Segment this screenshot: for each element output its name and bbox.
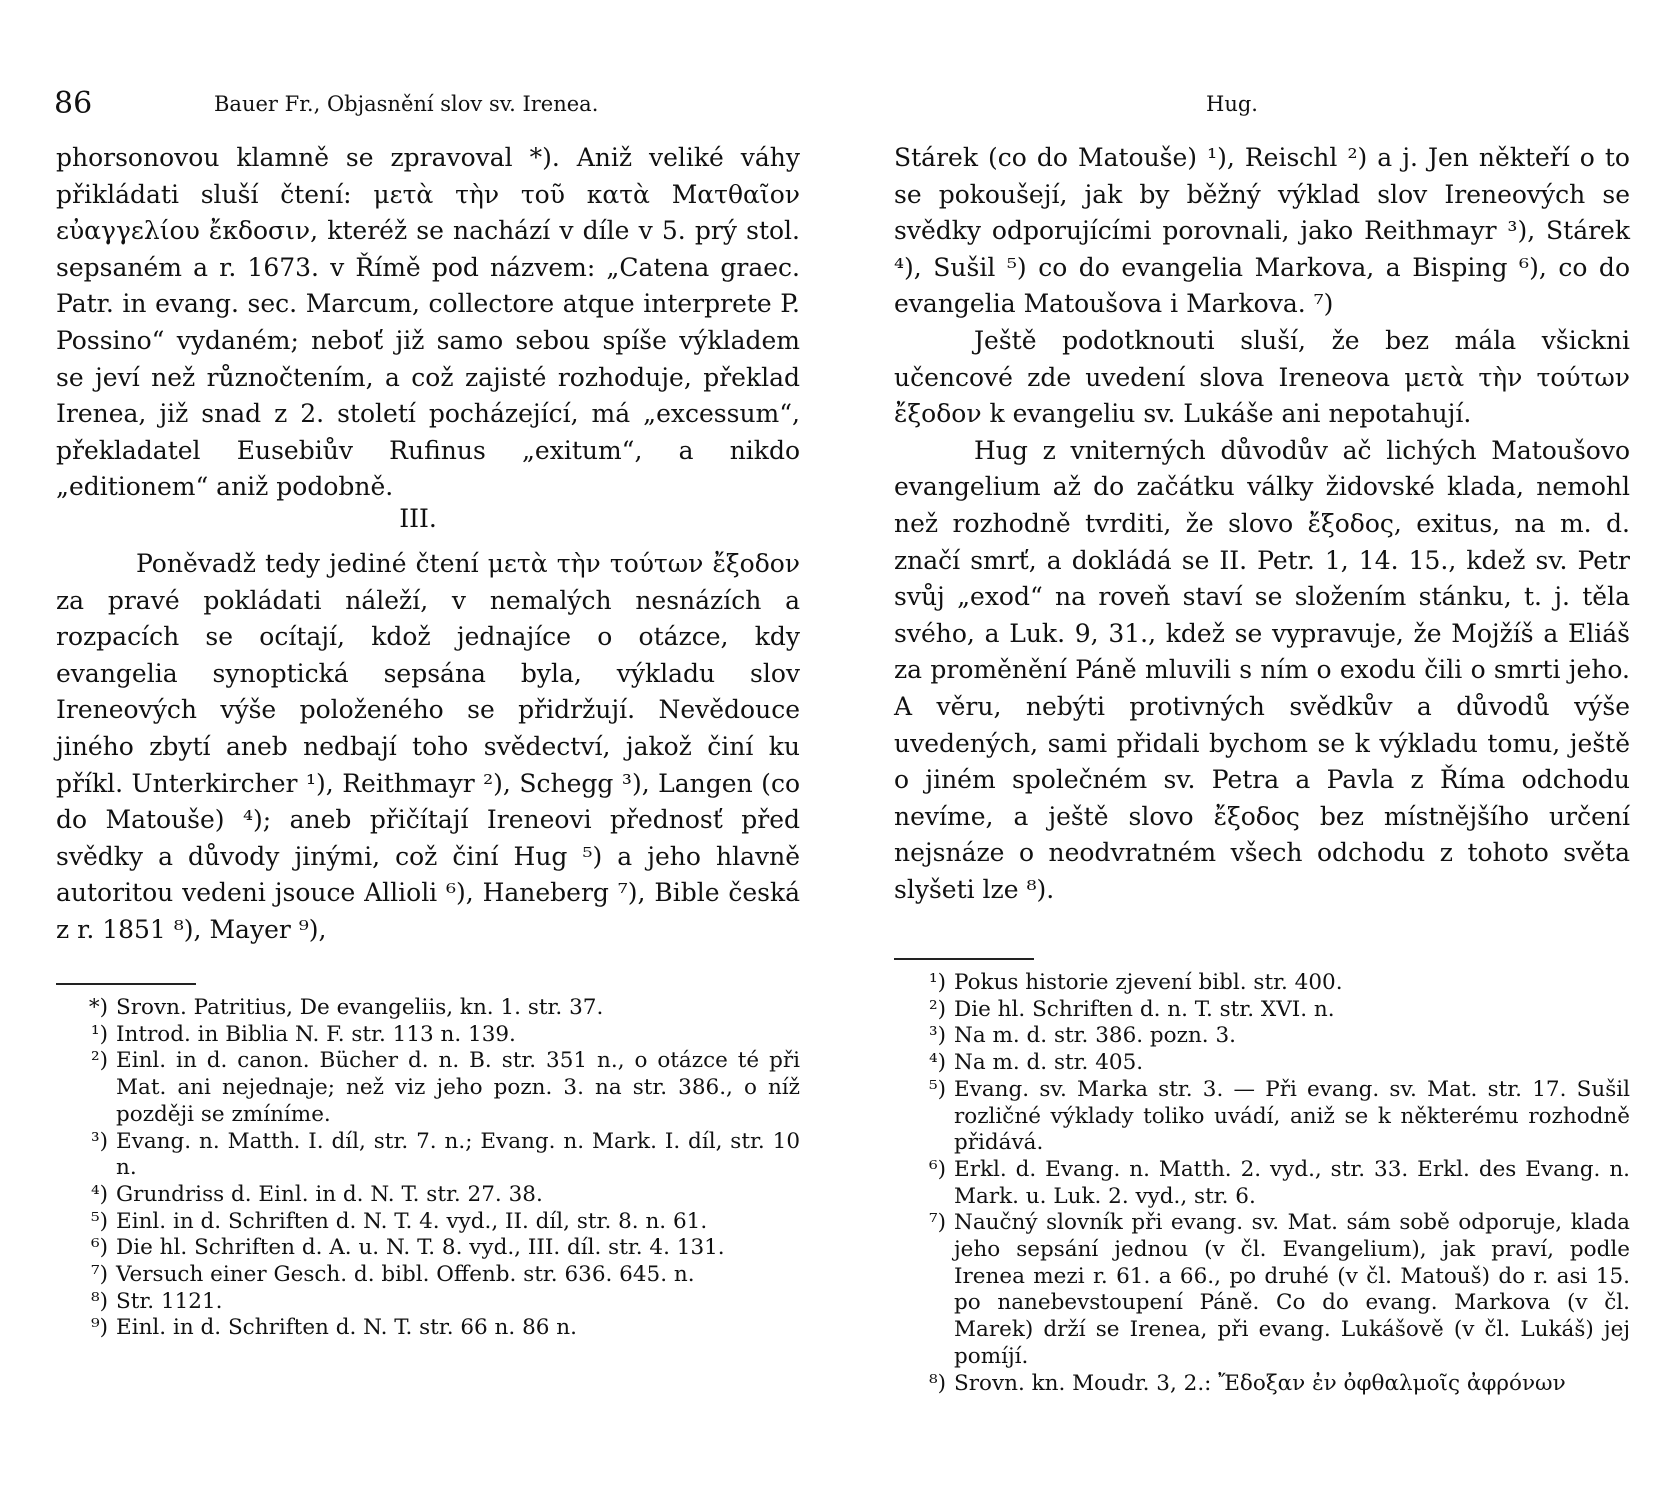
footnote-text: Srovn. kn. Moudr. 3, 2.: Ἔδοξαν ἐν ὀφθαλμοῖς ἀφρόνων xyxy=(954,1370,1566,1396)
footnote-text: Introd. in Biblia N. F. str. 113 n. 139. xyxy=(116,1021,516,1047)
footnote-text: Die hl. Schriften d. A. u. N. T. 8. vyd., III. díl. str. 4. 131. xyxy=(116,1235,725,1261)
footnote-mark: ²) xyxy=(928,996,946,1022)
footnote xyxy=(56,1315,800,1342)
footnote-rule xyxy=(56,983,196,985)
section-heading: III. xyxy=(399,504,437,533)
right-page xyxy=(836,0,1672,1500)
footnote-text: Erkl. d. Evang. n. Matth. 2. vyd., str. 33. Erkl. des Evang. n. Mark. u. Luk. 2. vyd., str. 6. xyxy=(954,1156,1630,1209)
footnote-text: Str. 1121. xyxy=(116,1288,223,1314)
footnote-mark: ²) xyxy=(90,1048,108,1074)
footnote-mark: ¹) xyxy=(928,970,946,995)
footnote xyxy=(56,1048,800,1128)
footnote-text: Evang. n. Matth. I. díl, str. 7. n.; Evang. n. Mark. I. díl, str. 10 n. xyxy=(116,1128,800,1181)
footnote-mark: ¹) xyxy=(90,1021,108,1047)
footnote-text: Einl. in d. Schriften d. N. T. 4. vyd., II. díl, str. 8. n. 61. xyxy=(116,1208,708,1234)
footnote xyxy=(894,1077,1630,1157)
footnote xyxy=(56,995,800,1022)
footnote-mark: ⁵) xyxy=(928,1076,946,1102)
page-number: 86 xyxy=(54,86,93,121)
footnote xyxy=(56,1289,800,1316)
footnote xyxy=(894,1371,1630,1398)
footnote xyxy=(56,1129,800,1182)
footnote-mark: ⁷) xyxy=(928,1210,946,1236)
footnote-mark: ⁸) xyxy=(928,1370,946,1396)
footnote-mark: ⁸) xyxy=(90,1288,108,1314)
footnote-mark: ⁵) xyxy=(90,1208,108,1234)
footnote xyxy=(894,1210,1630,1370)
footnote-text: Na m. d. str. 386. pozn. 3. xyxy=(954,1023,1236,1049)
paragraph: phorsonovou klamně se zpravoval *). Aniž veliké váhy přikládati sluší čtení: μετὰ τὴν τοῦ κατὰ Ματθαῖον εὐαγγελίου ἔκδοσιν, kteréž se nachází v díle v 5. prý stol. sepsaném a r. 1673. v Římě pod názvem: „Catena graec. Patr. in evang. sec. Marcum, collectore atque interprete P. Possino“ vydaném; neboť již samo sebou spíše výkladem se jeví než různočtením, a což zajisté rozhoduje, překlad Irenea, již snad z 2. století pocházející, má „excessum“, překladatel Eusebiův Rufinus „exitum“, a nikdo „editionem“ aniž podobně. xyxy=(56,143,800,502)
footnote-mark: ⁴) xyxy=(928,1050,946,1076)
footnote-mark: ³) xyxy=(90,1128,108,1154)
footnote xyxy=(56,1262,800,1289)
running-header: Hug. xyxy=(1206,92,1258,116)
footnote xyxy=(56,1182,800,1209)
footnotes xyxy=(56,995,800,1342)
footnote-mark: *) xyxy=(88,995,108,1020)
paragraph: Hug z vniterných důvodův ač lichých Matoušovo evangelium až do začátku války židovské klada, nemohl než rozhodně tvrditi, že slovo ἔξοδος, exitus, na m. d. značí smrť, a dokládá se II. Petr. 1, 14. 15., kdež sv. Petr svůj „exod“ na roveň staví se složením stánku, t. j. těla svého, a Luk. 9, 31., kdež se vypravuje, že Mojžíš a Eliáš za proměnění Páně mluvili s ním o exodu čili o smrti jeho. A věru, nebýti protivných svědkův a důvodů výše uvedených, sami přidali bychom se k výkladu tomu, ještě o jiném společném sv. Petra a Pavla z Říma odchodu nevíme, a ještě slovo ἔξοδος bez místnějšího určení nejsnáze o neodvratném všech odchodu z tohoto světa slyšeti lze ⁸). xyxy=(894,435,1630,904)
paragraph: Poněvadž tedy jediné čtení μετὰ τὴν τούτων ἔξοδον za pravé pokládati náleží, v nemalých nesnázích a rozpacích se ocítají, kdož jednajíce o otázce, kdy evangelia synoptická sepsána byla, výkladu slov Ireneových výše položeného se přidržují. Nevědouce jiného zbytí aneb nedbají toho svědectví, jakož činí ku příkl. Unterkircher ¹), Reithmayr ²), Schegg ³), Langen (co do Matouše) ⁴); aneb přičítají Ireneovi přednosť před svědky a důvody jinými, což činí Hug ⁵) a jeho hlavně autoritou vedeni jsouce Allioli ⁶), Haneberg ⁷), Bible česká z r. 1851 ⁸), Mayer ⁹), xyxy=(56,549,800,944)
running-header: Bauer Fr., Objasnění slov sv. Irenea. xyxy=(214,92,599,116)
footnote xyxy=(56,1209,800,1236)
footnote-mark: ⁶) xyxy=(928,1156,946,1182)
footnote-text: Naučný slovník při evang. sv. Mat. sám sobě odporuje, klada jeho sepsání jednou (v čl. Evangelium), jak praví, podle Irenea mezi r. 61. a 66., po druhé (v čl. Matouš) do r. asi 15. po nanebevstoupení Páně. Co do evang. Markova (v čl. Marek) drží se Irenea, při evang. Lukášově (v čl. Lukáš) jej pomíjí. xyxy=(954,1210,1630,1369)
footnote-mark: ³) xyxy=(928,1023,946,1049)
paragraph: Stárek (co do Matouše) ¹), Reischl ²) a j. Jen někteří o to se pokoušejí, jak by běžný výklad slov Ireneových se svědky odporujícími porovnali, jako Reithmayr ³), Stárek ⁴), Sušil ⁵) co do evangelia Markova, a Bisping ⁶), co do evangelia Matoušova i Markova. ⁷) xyxy=(894,143,1630,319)
right-body xyxy=(894,140,1630,908)
footnote xyxy=(894,1023,1630,1050)
footnote-text: Pokus historie zjevení bibl. str. 400. xyxy=(954,970,1343,995)
footnote-text: Die hl. Schriften d. n. T. str. XVI. n. xyxy=(954,996,1335,1022)
footnotes xyxy=(894,970,1630,1397)
footnote-mark: ⁶) xyxy=(90,1235,108,1261)
left-body-top xyxy=(56,140,800,506)
paragraph: Ještě podotknouti sluší, že bez mála všickni učencové zde uvedení slova Ireneova μετὰ τὴν τούτων ἔξοδον k evangeliu sv. Lukáše ani nepotahují. xyxy=(894,325,1630,429)
footnote-text: Grundriss d. Einl. in d. N. T. str. 27. 38. xyxy=(116,1181,543,1207)
footnote-text: Einl. in d. canon. Bücher d. n. B. str. 351 n., o otázce té při Mat. ani nejednaje; než viz jeho pozn. 3. na str. 386., o níž později se zmíníme. xyxy=(116,1048,800,1127)
footnote-text: Evang. sv. Marka str. 3. — Při evang. sv. Mat. str. 17. Sušil rozličné výklady toliko uvádí, aniž se k některému rozhodně přidává. xyxy=(954,1076,1630,1156)
footnote xyxy=(894,1050,1630,1077)
footnote-mark: ⁷) xyxy=(90,1262,108,1288)
footnote-mark: ⁴) xyxy=(90,1181,108,1207)
footnote-rule xyxy=(894,958,1034,960)
footnote-text: Srovn. Patritius, De evangeliis, kn. 1. str. 37. xyxy=(116,995,604,1020)
footnote-mark: ⁹) xyxy=(90,1315,108,1341)
footnote-text: Einl. in d. Schriften d. N. T. str. 66 n. 86 n. xyxy=(116,1315,577,1341)
footnote-text: Na m. d. str. 405. xyxy=(954,1050,1144,1076)
footnote xyxy=(56,1022,800,1049)
footnote-text: Versuch einer Gesch. d. bibl. Offenb. str. 636. 645. n. xyxy=(116,1262,695,1288)
footnote xyxy=(894,970,1630,997)
footnote xyxy=(894,997,1630,1024)
footnote xyxy=(56,1235,800,1262)
footnote xyxy=(894,1157,1630,1210)
left-body-bottom xyxy=(56,546,800,949)
